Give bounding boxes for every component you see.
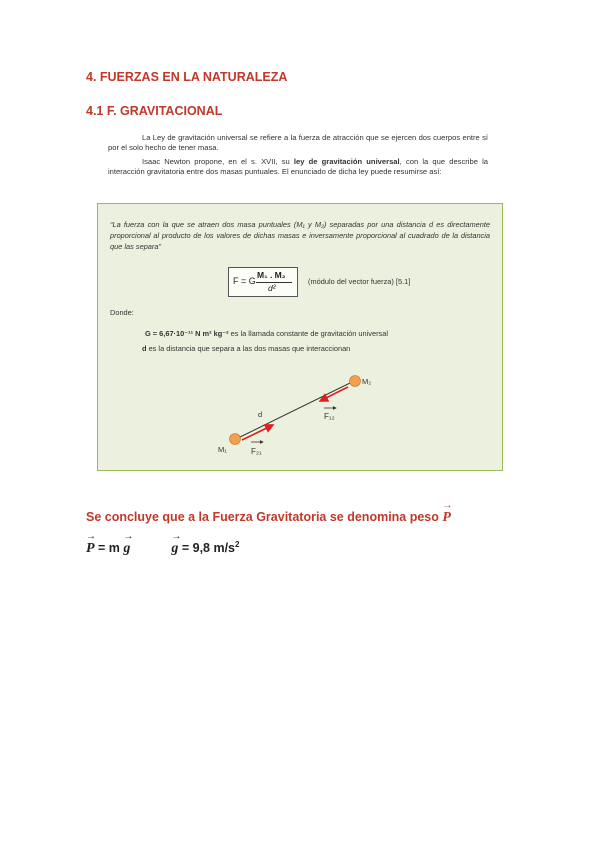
vector-g-value: → g <box>171 541 178 557</box>
section-heading: 4. FUERZAS EN LA NATURALEZA <box>86 70 288 84</box>
formula-lhs: F = G <box>233 276 256 286</box>
label-m1: M₁ <box>218 445 227 454</box>
distance-line <box>236 381 354 439</box>
force-f21-arrow <box>242 425 273 440</box>
vector-p: → P <box>442 510 451 526</box>
mass-m1 <box>230 434 241 445</box>
subsection-heading: 4.1 F. GRAVITACIONAL <box>86 104 223 118</box>
conclusion: Se concluye que a la Fuerza Gravitatoria se denomina peso → P <box>86 510 451 526</box>
mass-m2 <box>350 376 361 387</box>
law-statement: “La fuerza con la que se atraen dos masa puntuales (M₁ y M₂) separadas por una distancia d es directamente proporcional al producto de los valores de dichas masas e inversamente proporcional al cuadrado de la distancia que las separa” <box>110 220 490 251</box>
vector-g: → g <box>123 541 130 557</box>
formula-note: (módulo del vector fuerza) [5.1] <box>308 277 411 286</box>
intro-paragraph-2: Isaac Newton propone, en el s. XVII, su ley de gravitación universal, con la que describe la interacción gravitatoria entre dos masas puntuales. El enunciado de dicha ley puede resumirse así: <box>108 157 488 176</box>
formula-numerator: M₁ . M₂ <box>257 270 286 280</box>
formula-denominator: d² <box>268 283 276 293</box>
vector-p-eq: → P <box>86 541 95 557</box>
label-d: d <box>258 410 263 419</box>
label-f21: F₂₁ <box>251 447 262 456</box>
label-f12: F₁₂ <box>324 412 335 421</box>
intro-paragraph-1: La Ley de gravitación universal se refiere a la fuerza de atracción que se ejercen dos cuerpos entre sí por el solo hecho de tener masa. <box>108 133 488 152</box>
definition-g: G = 6,67·10⁻¹¹ N m² kg⁻² es la llamada constante de gravitación universal <box>145 329 388 338</box>
force-f12-arrow <box>320 387 348 401</box>
law-box <box>97 203 503 471</box>
weight-equation: → P = m → g → g = 9,8 $m/s^2$ <box>86 540 240 557</box>
gravitation-diagram <box>98 204 504 472</box>
label-m2: M₂ <box>362 377 372 386</box>
donde-label: Donde: <box>110 308 134 317</box>
definition-d: d es la distancia que separa a las dos masas que interaccionan <box>142 344 351 353</box>
